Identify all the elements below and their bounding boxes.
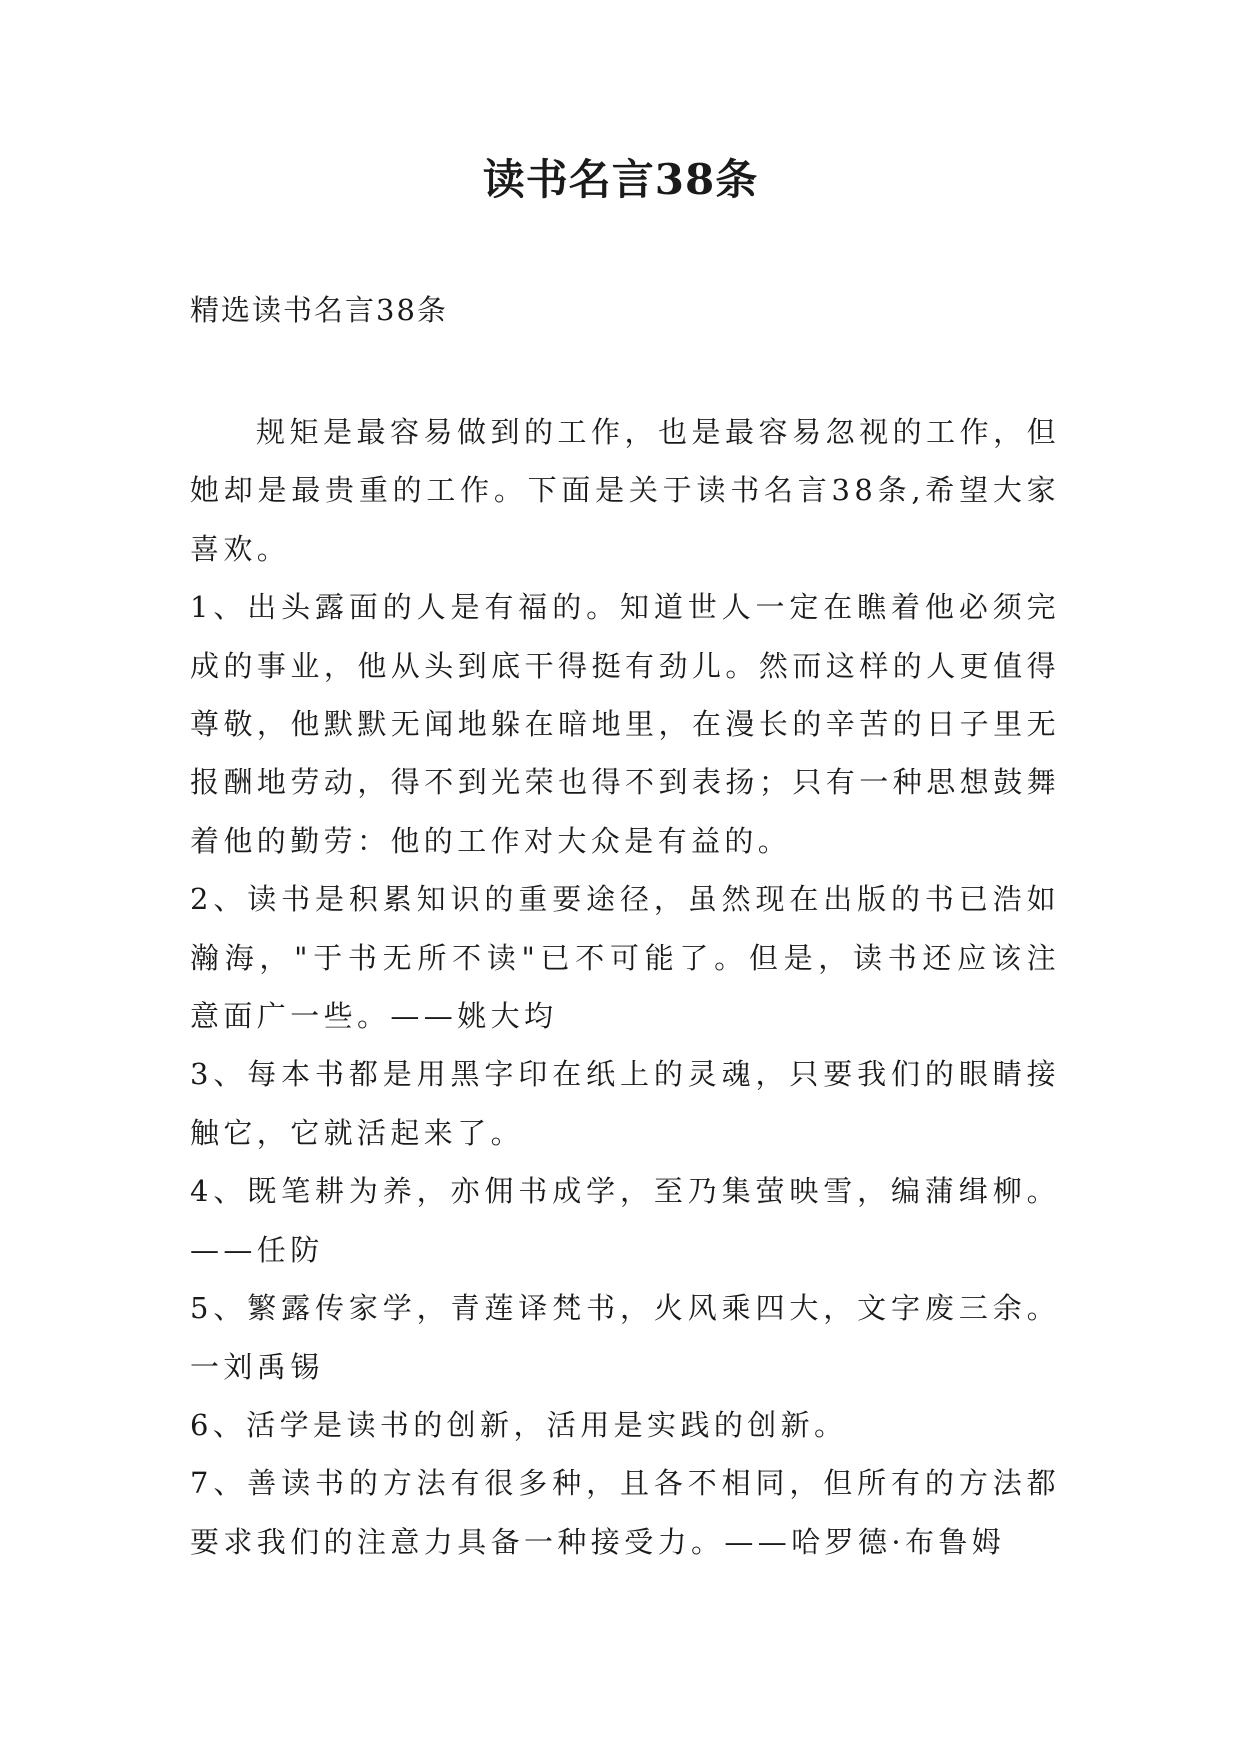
document-title: 读书名言38条 [482, 155, 759, 204]
intro-paragraph: 规矩是最容易做到的工作，也是最容易忽视的工作，但她却是最贵重的工作。下面是关于读书名言38条,希望大家喜欢。 [190, 415, 1060, 566]
quote-item: 5、繁露传家学，青莲译梵书，火风乘四大，文字废三余。一刘禹锡 [190, 1291, 1060, 1384]
quote-item: 1、出头露面的人是有福的。知道世人一定在瞧着他必须完成的事业，他从头到底干得挺有劲儿。然而这样的人更值得尊敬，他默默无闻地躲在暗地里，在漫长的辛苦的日子里无报酬地劳动，得不到光荣也得不到表扬；只有一种思想鼓舞着他的勤劳：他的工作对大众是有益的。 [190, 590, 1060, 858]
document-subtitle: 精选读书名言38条 [190, 293, 448, 327]
quote-item: 4、既笔耕为养，亦佣书成学，至乃集萤映雪，编蒲缉柳。——任防 [190, 1174, 1060, 1267]
document-body [190, 403, 1060, 1571]
quote-item: 2、读书是积累知识的重要途径，虽然现在出版的书已浩如瀚海，"于书无所不读"已不可能了。但是，读书还应该注意面广一些。——姚大均 [190, 882, 1060, 1034]
quote-item: 7、善读书的方法有很多种，且各不相同，但所有的方法都要求我们的注意力具备一种接受力。——哈罗德·布鲁姆 [190, 1466, 1060, 1559]
quote-item: 6、活学是读书的创新，活用是实践的创新。 [190, 1407, 848, 1442]
quote-item: 3、每本书都是用黑字印在纸上的灵魂，只要我们的眼睛接触它，它就活起来了。 [190, 1057, 1060, 1150]
